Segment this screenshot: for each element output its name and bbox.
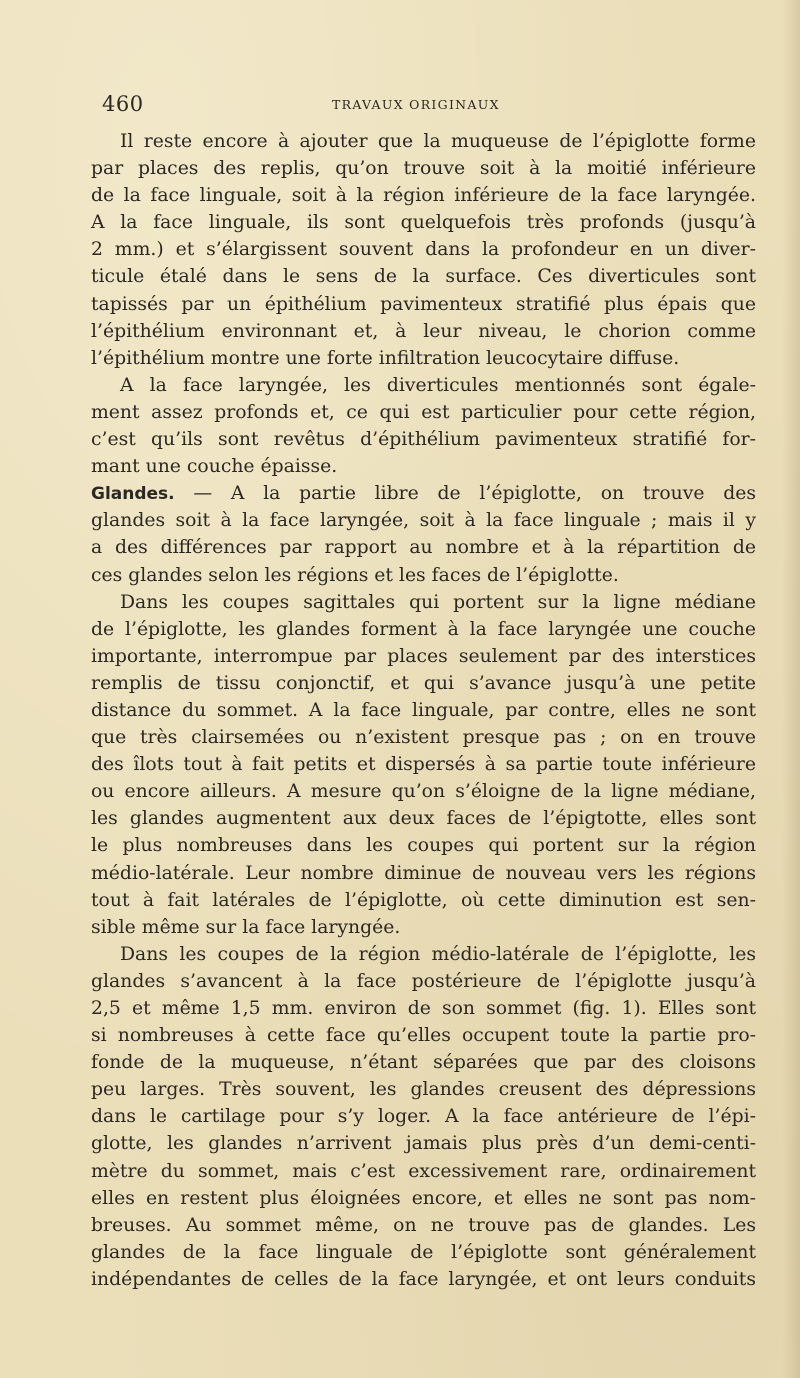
text-line-fragment: — A la partie libre de l’épiglotte, on trouve des	[193, 483, 756, 505]
text-line: c’est qu’ils sont revêtus d’épithélium pavimenteux stratifié for-	[91, 429, 756, 451]
text-line: a des différences par rapport au nombre et à la répartition de	[91, 537, 756, 559]
text-line: Dans les coupes sagittales qui portent sur la ligne médiane	[120, 591, 756, 613]
body-text	[91, 128, 756, 1293]
text-line: elles en restent plus éloignées encore, et elles ne sont pas nom-	[91, 1187, 756, 1209]
text-line: 2 mm.) et s’élargissent souvent dans la profondeur en un diver-	[91, 239, 756, 261]
text-line: glandes soit à la face laryngée, soit à la face linguale ; mais il y	[91, 510, 756, 532]
text-line: tout à fait latérales de l’épiglotte, où cette diminution est sen-	[91, 889, 756, 911]
text-line: fonde de la muqueuse, n’étant séparées que par des cloisons	[91, 1052, 756, 1074]
glandes-paragraph-first-line	[91, 480, 756, 507]
text-line: Il reste encore à ajouter que la muqueuse de l’épiglotte forme	[120, 131, 756, 152]
text-line: l’épithélium environnant et, à leur niveau, le chorion comme	[91, 320, 756, 342]
running-header	[102, 92, 762, 118]
text-line: des îlots tout à fait petits et dispersés à sa partie toute inférieure	[91, 754, 756, 776]
page-number: 460	[102, 92, 144, 116]
text-line: le plus nombreuses dans les coupes qui portent sur la région	[91, 835, 756, 857]
running-title: TRAVAUX ORIGINAUX	[332, 97, 500, 112]
text-line: les glandes augmentent aux deux faces de l’épigtotte, elles sont	[91, 808, 756, 830]
page-edge-shadow	[782, 0, 800, 1378]
text-line: de la face linguale, soit à la région inférieure de la face laryngée.	[91, 185, 756, 207]
text-line: glandes s’avancent à la face postérieure de l’épiglotte jusqu’à	[91, 970, 756, 992]
text-line: mètre du sommet, mais c’est excessivement rare, ordinairement	[91, 1160, 756, 1182]
text-line: dans le cartilage pour s’y loger. A la face antérieure de l’épi-	[91, 1106, 756, 1128]
text-line: distance du sommet. A la face linguale, par contre, elles ne sont	[91, 699, 756, 721]
text-line: indépendantes de celles de la face laryngée, et ont leurs conduits	[91, 1268, 756, 1290]
text-line: mant une couche épaisse.	[91, 456, 338, 478]
text-line: de l’épiglotte, les glandes forment à la face laryngée une couche	[91, 618, 756, 640]
text-line: peu larges. Très souvent, les glandes creusent des dépressions	[91, 1079, 756, 1101]
text-line: ou encore ailleurs. A mesure qu’on s’éloigne de la ligne médiane,	[91, 781, 756, 803]
text-line: importante, interrompue par places seulement par des interstices	[91, 645, 756, 667]
text-line: que très clairsemées ou n’existent presque pas ; on en trouve	[91, 727, 756, 749]
text-line: Dans les coupes de la région médio-latérale de l’épiglotte, les	[120, 943, 756, 965]
text-line: ment assez profonds et, ce qui est particulier pour cette région,	[91, 401, 756, 423]
text-line: glotte, les glandes n’arrivent jamais plus près d’un demi-centi-	[91, 1133, 756, 1155]
text-line: breuses. Au sommet même, on ne trouve pas de glandes. Les	[91, 1214, 756, 1236]
text-line: remplis de tissu conjonctif, et qui s’avance jusqu’à une petite	[91, 672, 756, 694]
text-line: sible même sur la face laryngée.	[91, 916, 401, 938]
text-line: ticule étalé dans le sens de la surface. Ces diverticules sont	[91, 266, 756, 288]
text-line: médio-latérale. Leur nombre diminue de nouveau vers les régions	[91, 862, 756, 884]
text-line: A la face linguale, ils sont quelquefois très profonds (jusqu’à	[91, 212, 756, 234]
text-line: glandes de la face linguale de l’épiglotte sont généralement	[91, 1241, 756, 1263]
text-line: ces glandes selon les régions et les faces de l’épiglotte.	[91, 564, 619, 586]
text-line: 2,5 et même 1,5 mm. environ de son sommet (fig. 1). Elles sont	[91, 998, 756, 1019]
text-line: A la face laryngée, les diverticules mentionnés sont égale-	[120, 374, 756, 396]
text-line: par places des replis, qu’on trouve soit à la moitié inférieure	[91, 158, 756, 180]
section-heading-glandes: Glandes.	[91, 484, 175, 505]
text-line: tapissés par un épithélium pavimenteux stratifié plus épais que	[91, 293, 756, 315]
text-line: l’épithélium montre une forte infiltration leucocytaire diffuse.	[91, 347, 680, 369]
text-line: si nombreuses à cette face qu’elles occupent toute la partie pro-	[91, 1025, 756, 1047]
